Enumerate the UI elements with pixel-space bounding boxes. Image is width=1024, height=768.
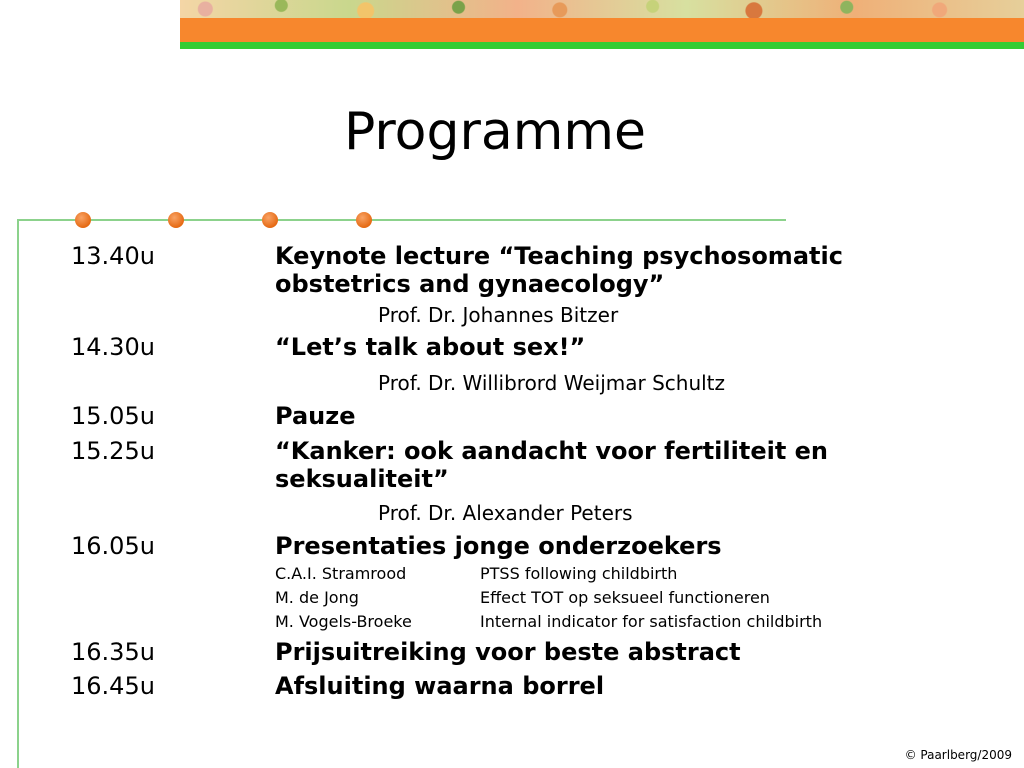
copyright-footer: © Paarlberg/2009 [904,748,1012,762]
item-speaker: Prof. Dr. Alexander Peters [378,501,633,525]
slide-title: Programme [343,102,647,162]
item-speaker: Prof. Dr. Johannes Bitzer [378,303,619,327]
banner-green-line [180,42,1024,49]
banner-orange-bar [180,18,1024,42]
presenter-name: M. de Jong [275,588,359,607]
item-time: 13.40u [71,242,155,270]
item-time: 15.05u [71,402,155,430]
presentation-topic: Effect TOT op seksueel functioneren [480,588,770,607]
horizontal-rule [18,219,786,221]
item-time: 14.30u [71,333,155,361]
item-title: Keynote lecture “Teaching psychosomatic obstetrics and gynaecology” [275,242,843,298]
item-time: 15.25u [71,437,155,465]
item-title: “Kanker: ook aandacht voor fertiliteit en seksualiteit” [275,437,829,493]
bullet-dot-icon [262,212,278,228]
vertical-rule [17,219,19,768]
presentation-topic: Internal indicator for satisfaction childbirth [480,612,823,631]
item-title: Presentaties jonge onderzoekers [275,532,722,560]
item-title: Afsluiting waarna borrel [275,672,605,700]
presenter-name: C.A.I. Stramrood [275,564,407,583]
item-time: 16.45u [71,672,155,700]
item-time: 16.05u [71,532,155,560]
item-speaker: Prof. Dr. Willibrord Weijmar Schultz [378,371,726,395]
item-title: Pauze [275,402,356,430]
item-title: Prijsuitreiking voor beste abstract [275,638,741,666]
banner-image-strip [180,0,1024,18]
bullet-dot-icon [168,212,184,228]
presentation-topic: PTSS following childbirth [480,564,678,583]
item-time: 16.35u [71,638,155,666]
bullet-dot-icon [356,212,372,228]
bullet-dot-icon [75,212,91,228]
item-title: “Let’s talk about sex!” [275,333,586,361]
presenter-name: M. Vogels-Broeke [275,612,412,631]
